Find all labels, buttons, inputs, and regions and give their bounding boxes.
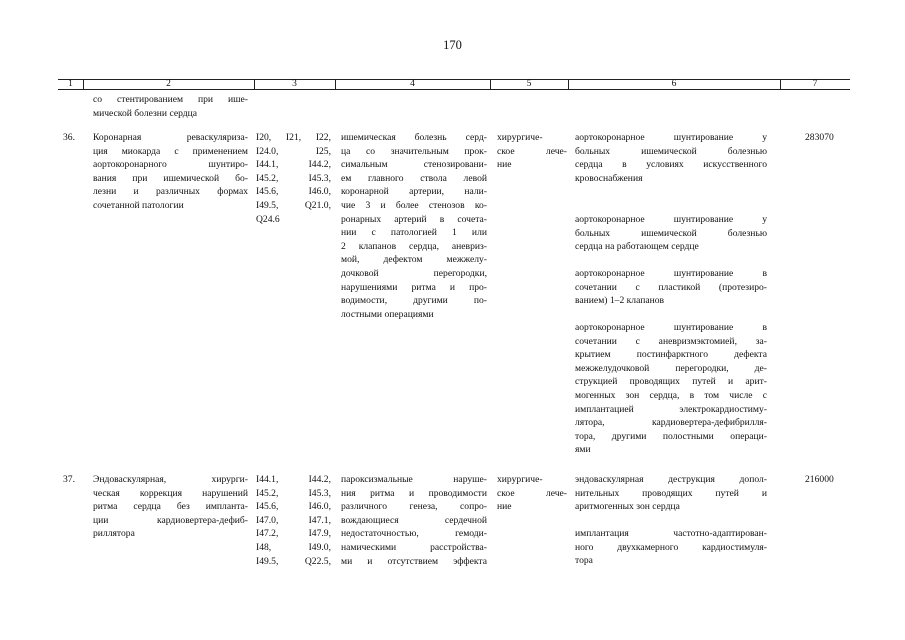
text-line: нительных проводящих путей и (575, 487, 767, 499)
text-line: мой, дефектом межжелу- (341, 254, 487, 266)
text-line: имплантацией электрокардиостиму- (575, 403, 767, 415)
icd-codes (256, 473, 331, 568)
icd-code: I47.0, (256, 514, 279, 526)
text-line: 2 клапанов сердца, аневриз- (341, 240, 487, 252)
column-number-4: 4 (410, 79, 415, 89)
icd-code: I49.5, (256, 199, 279, 211)
text-line: недостаточностью, гемоди- (341, 528, 487, 540)
icd-code: I25, (315, 145, 331, 157)
text-line: ритма сердца без импланта- (93, 501, 248, 513)
text-line: могенных зон сердца, в том числе с (575, 389, 767, 401)
text-line: аортокоронарное шунтирование в (575, 322, 767, 333)
continuation-text (93, 93, 248, 120)
text-line: ское лече- (497, 145, 567, 157)
icd-code: I45.2, (256, 487, 279, 499)
icd-code: Q21.0, (304, 199, 331, 211)
cost-value: 283070 (805, 132, 834, 143)
text-line: ванием) 1–2 клапанов (575, 295, 665, 307)
text-line: эндоваскулярная деструкция допол- (575, 474, 767, 485)
treatment-type (497, 131, 567, 172)
treatment-method (575, 473, 767, 514)
text-line: сочетании с аневризмэктомией, за- (575, 335, 767, 347)
text-line: крытием постинфарктного дефекта (575, 349, 767, 361)
icd-code: I47.2, (256, 528, 279, 540)
text-line: сердца на работающем сердце (575, 241, 699, 253)
codes-line (256, 487, 331, 501)
text-line: ями (575, 444, 591, 456)
text-line: намическими расстройства- (341, 541, 487, 553)
text-line: кровоснабжения (575, 172, 643, 184)
row-number: 36. (63, 132, 75, 143)
text-line: аортокоронарное шунтирование у (575, 132, 767, 143)
text-line: сочетании с пластикой (протезиро- (575, 281, 767, 293)
text-line: аортокоронарное шунтирование у (575, 214, 767, 225)
text-line: различного генеза, сопро- (341, 501, 487, 513)
codes-line (256, 500, 331, 514)
group-name (93, 473, 248, 541)
text-line: аритмогенных зон сердца (575, 501, 680, 513)
column-number-7: 7 (812, 79, 818, 89)
group-name (93, 131, 248, 213)
text-line: ция миокарда с применением (93, 145, 248, 157)
codes-line (256, 145, 331, 159)
codes-line (256, 473, 331, 487)
patient-model (341, 131, 487, 321)
text-line: больных ишемической болезнью (575, 227, 767, 239)
codes-line (256, 131, 331, 145)
codes-line (256, 158, 331, 172)
icd-code: I44.2, (308, 159, 331, 171)
codes-line (256, 555, 331, 569)
text-line: лятора, кардиовертера-дефибрилля- (575, 417, 767, 429)
text-line: чие 3 и более стенозов ко- (341, 199, 487, 211)
cost-value: 216000 (805, 474, 834, 485)
treatment-method (575, 527, 767, 568)
text-line: сердца в условиях искусственного (575, 159, 767, 171)
text-line: вождающиеся сердечной (341, 514, 487, 526)
text-line: ишемическая болезнь серд- (341, 132, 487, 143)
text-line: нарушениями ритма и про- (341, 281, 487, 293)
text-line: лостными операциями (341, 308, 434, 320)
text-line: сочетанной патологии (93, 199, 184, 211)
icd-code: I44.2, (308, 474, 331, 485)
text-line: ческая коррекция нарушений (93, 487, 248, 499)
text-line: ции кардиовертера-дефиб- (93, 514, 248, 526)
text-line: тора, другими полостными операци- (575, 430, 767, 442)
text-line: Коронарная реваскуляриза- (93, 132, 248, 143)
text-line: пароксизмальные наруше- (341, 474, 487, 485)
text-line: имплантация частотно-адаптирован- (575, 528, 767, 539)
icd-code: I48, (256, 541, 272, 553)
text-line: ми и отсутствием эффекта (341, 555, 487, 567)
text-line: больных ишемической болезнью (575, 145, 767, 157)
icd-code: I21, (285, 132, 302, 143)
codes-line (256, 199, 331, 213)
icd-codes (256, 131, 331, 226)
text-line: межжелудочковой перегородки, де- (575, 362, 767, 374)
icd-code: I44.1, (256, 474, 279, 485)
text-line: лезни и различных формах (93, 186, 248, 198)
text-line: ем главного ствола левой (341, 172, 487, 184)
icd-code: Q22.5, (304, 555, 331, 567)
patient-model (341, 473, 487, 568)
text-line: водимости, другими по- (341, 295, 487, 307)
column-number-3: 3 (292, 79, 297, 89)
icd-code: I47.1, (308, 514, 331, 526)
treatment-method (575, 321, 767, 457)
icd-code: I20, (256, 132, 272, 143)
text-line: дочковой перегородки, (341, 267, 487, 279)
text-line: хирургиче- (497, 474, 543, 485)
treatment-method (575, 131, 767, 185)
column-number-5: 5 (526, 79, 532, 89)
table-header (58, 79, 850, 90)
treatment-type (497, 473, 567, 514)
text-line: коронарной артерии, нали- (341, 186, 487, 198)
icd-code: I45.6, (256, 186, 279, 198)
icd-code: I46.0, (308, 186, 331, 198)
icd-code: I45.6, (256, 501, 279, 513)
icd-code: I49.0, (308, 541, 331, 553)
text-line: струкцией проводящих путей и арит- (575, 376, 767, 388)
text-line: ское лече- (497, 487, 567, 499)
icd-code: I47.9, (308, 528, 331, 540)
text-line: ронарных артерий в сочета- (341, 213, 487, 225)
text-line: симальным стенозировани- (341, 159, 487, 171)
column-number-2: 2 (166, 79, 171, 89)
codes-line (256, 527, 331, 541)
icd-code: I46.0, (308, 501, 331, 513)
icd-code: Q24.6 (256, 213, 280, 225)
row-number: 37. (63, 474, 75, 485)
icd-code: I24.0, (256, 145, 279, 157)
text-line: аортокоронарное шунтирование в (575, 268, 767, 279)
text-line: Эндоваскулярная, хирурги- (93, 474, 248, 485)
column-number-1: 1 (68, 79, 73, 89)
codes-line (256, 185, 331, 199)
column-number-6: 6 (671, 79, 677, 89)
text-line: ние (497, 501, 512, 513)
text-line: риллятора (93, 528, 135, 540)
text-line: нии с патологией 1 или (341, 227, 487, 239)
text-line: тора (575, 555, 593, 567)
text-line: хирургиче- (497, 132, 543, 143)
text-line: мической болезни сердца (93, 107, 198, 119)
text-line: вания при ишемической бо- (93, 172, 248, 184)
page-number: 170 (443, 38, 462, 52)
text-line: со стентированием при ише- (93, 94, 248, 105)
icd-code: I45.2, (256, 172, 279, 184)
icd-code: I49.5, (256, 555, 279, 567)
treatment-method (575, 213, 767, 254)
text-line: ного двухкамерного кардиостимуля- (575, 541, 767, 553)
treatment-method (575, 267, 767, 308)
text-line: ца со значительным прок- (341, 145, 487, 157)
codes-line (256, 213, 331, 227)
icd-code: I22, (315, 132, 331, 143)
codes-line (256, 514, 331, 528)
icd-code: I45.3, (308, 172, 331, 184)
codes-line (256, 172, 331, 186)
text-line: ния ритма и проводимости (341, 487, 487, 499)
codes-line (256, 541, 331, 555)
icd-code: I44.1, (256, 159, 279, 171)
icd-code: I45.3, (308, 487, 331, 499)
text-line: аортокоронарного шунтиро- (93, 159, 248, 171)
text-line: ние (497, 159, 512, 171)
